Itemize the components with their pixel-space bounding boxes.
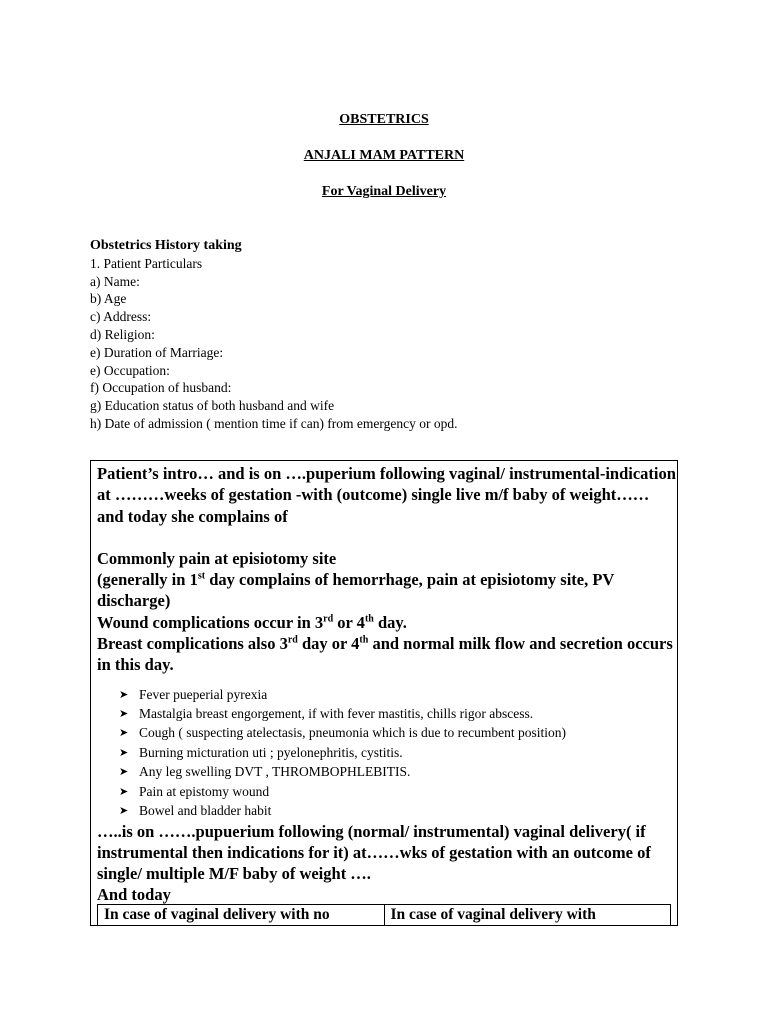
arrowhead-bullet-icon: ➤: [119, 707, 129, 721]
pain-line: Commonly pain at episiotomy site: [97, 548, 337, 568]
arrowhead-bullet-icon: ➤: [119, 726, 129, 740]
history-item: d) Religion:: [90, 326, 155, 342]
history-item: b) Age: [90, 291, 127, 307]
history-item: e) Duration of Marriage:: [90, 344, 224, 360]
arrowhead-bullet-icon: ➤: [119, 745, 129, 759]
history-item: g) Education status of both husband and wife: [90, 398, 335, 414]
table-header-cell: In case of vaginal delivery with: [384, 905, 671, 925]
intro-paragraph: Patient’s intro… and is on ….puperium following vaginal/ instrumental-indication at ………weeks of gestation -with (outcome) single live m/f baby of weight…… and today she complains of: [97, 464, 676, 526]
arrowhead-bullet-icon: ➤: [119, 687, 129, 701]
history-section: [90, 237, 458, 433]
document-title: OBSTETRICS: [339, 112, 429, 127]
list-item: ➤ Mastalgia breast engorgement, if with fever mastitis, chills rigor abscess.: [119, 704, 677, 723]
history-item: e) Occupation:: [90, 362, 170, 378]
arrowhead-bullet-icon: ➤: [119, 804, 129, 818]
list-item: ➤ Fever pueperial pyrexia: [119, 685, 677, 704]
list-item: ➤ Cough ( suspecting atelectasis, pneumonia which is due to recumbent position): [119, 723, 677, 742]
history-item: c) Address:: [90, 309, 152, 325]
history-heading: Obstetrics History taking: [90, 238, 242, 253]
followup-text: [91, 821, 677, 906]
table-header-cell: In case of vaginal delivery with no: [104, 906, 330, 923]
history-item: 1. Patient Particulars: [90, 255, 203, 271]
arrowhead-bullet-icon: ➤: [119, 765, 129, 779]
pattern-title: ANJALI MAM PATTERN: [303, 148, 465, 163]
and-today-line: And today: [97, 885, 171, 905]
wound-line: Wound complications occur in 3rd or 4th day.: [97, 612, 407, 632]
delivery-comparison-table: [97, 904, 671, 926]
breast-line: Breast complications also 3rd day or 4th and normal milk flow and secretion occurs in this day.: [97, 634, 673, 675]
list-item: ➤ Any leg swelling DVT , THROMBOPHLEBITIS.: [119, 762, 677, 781]
history-item: h) Date of admission ( mention time if can) from emergency or opd.: [90, 415, 458, 431]
list-item: ➤ Burning micturation uti ; pyelonephritis, cystitis.: [119, 743, 677, 762]
history-item: a) Name:: [90, 273, 140, 289]
history-item: f) Occupation of husband:: [90, 380, 232, 396]
delivery-subtitle: For Vaginal Delivery: [321, 184, 447, 199]
arrowhead-bullet-icon: ➤: [119, 784, 129, 798]
complaints-text: [91, 461, 677, 676]
generally-line: (generally in 1st day complains of hemorrhage, pain at episiotomy site, PV discharge): [97, 570, 615, 611]
complaints-box: [90, 460, 678, 926]
list-item: ➤ Bowel and bladder habit: [119, 801, 677, 820]
puerperium-paragraph: …..is on …….pupuerium following (normal/ instrumental) vaginal delivery( if instrumental then indications for it) at……wks of gestation with an outcome of single/ multiple M/F baby of weight ….: [97, 821, 651, 884]
list-item: ➤ Pain at epistomy wound: [119, 782, 677, 801]
symptom-list: [91, 685, 677, 821]
